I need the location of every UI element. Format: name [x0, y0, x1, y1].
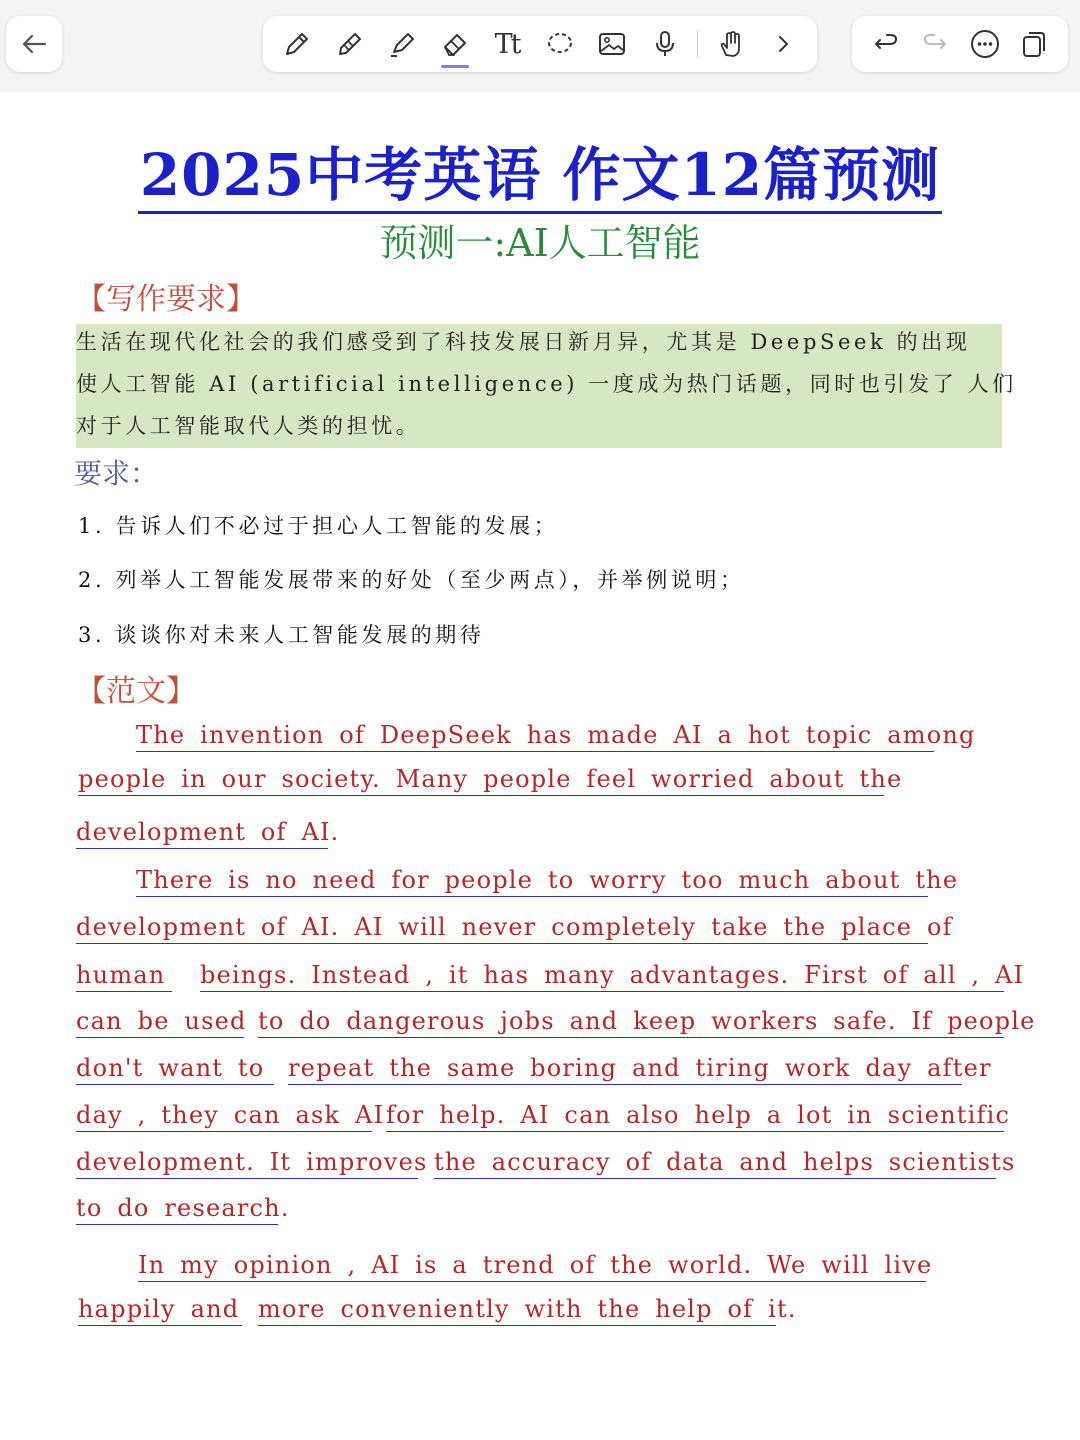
page-subtitle: 预测一:AI人工智能: [379, 221, 701, 265]
undo-icon: [870, 28, 902, 60]
drawing-tools: [263, 16, 817, 72]
toolbar: [0, 0, 1080, 92]
requirement-item: 3. 谈谈你对未来人工智能发展的期待: [78, 623, 485, 647]
highlighter-icon: [386, 28, 418, 60]
prompt-line: 对于人工智能取代人类的担忧。: [76, 414, 421, 438]
essay-line: don't want to: [76, 1053, 274, 1085]
essay-line: to do research.: [76, 1193, 278, 1225]
eraser-tool[interactable]: [435, 24, 475, 64]
essay-line: day , they can ask AI: [76, 1100, 372, 1132]
requirement-item: 2. 列举人工智能发展带来的好处（至少两点），并举例说明；: [78, 568, 745, 592]
arrow-left-icon: [19, 29, 49, 59]
text-tool[interactable]: [487, 24, 527, 64]
highlighter-tool[interactable]: [382, 24, 422, 64]
essay-line: In my opinion , AI is a trend of the world. We will live: [138, 1250, 926, 1282]
more-button[interactable]: [965, 24, 1005, 64]
essay-line: happily and: [78, 1294, 242, 1326]
hand-touch-icon: [715, 28, 747, 60]
essay-line: development of AI.: [76, 817, 328, 849]
pencil-icon: [334, 28, 366, 60]
essay-line: development. It improves: [76, 1147, 418, 1179]
essay-line: people in our society. Many people feel worried about the: [78, 764, 884, 796]
essay-line: repeat the same boring and tiring work day after: [288, 1053, 962, 1085]
image-tool[interactable]: [592, 24, 632, 64]
chevron-right-icon: [767, 28, 799, 60]
redo-button[interactable]: [915, 24, 955, 64]
page-title: 2025中考英语 作文12篇预测: [0, 128, 1080, 212]
action-tools: [852, 16, 1068, 72]
pen-tool[interactable]: [277, 24, 317, 64]
toolbar-separator: [697, 30, 698, 58]
essay-line: development of AI. AI will never completely take the place of: [76, 912, 928, 944]
essay-line: human: [76, 960, 172, 992]
more-tools-button[interactable]: [763, 24, 803, 64]
touch-tool[interactable]: [711, 24, 751, 64]
lasso-tool[interactable]: [540, 24, 580, 64]
redo-icon: [919, 28, 951, 60]
requirements-heading: 要求：: [74, 457, 159, 490]
text-tool-icon: Tt: [494, 28, 520, 60]
image-icon: [596, 28, 628, 60]
more-icon: [969, 28, 1001, 60]
essay-line: more conveniently with the help of it.: [258, 1294, 776, 1326]
essay-line: beings. Instead , it has many advantages. First of all , AI: [200, 960, 1004, 992]
eraser-icon: [439, 28, 471, 60]
model-essay-heading: 【范文】: [76, 674, 196, 709]
essay-line: The invention of DeepSeek has made AI a hot topic among: [136, 720, 934, 752]
requirement-item: 1. 告诉人们不必过于担心人工智能的发展；: [78, 514, 559, 538]
prompt-line: 生活在现代化社会的我们感受到了科技发展日新月异，尤其是 DeepSeek 的出现: [76, 330, 971, 354]
microphone-icon: [649, 28, 681, 60]
prompt-line: 使人工智能 AI (artificial intelligence) 一度成为热门话题，同时也引发了 人们: [76, 372, 1017, 396]
pencil-tool[interactable]: [330, 24, 370, 64]
writing-requirements-heading: 【写作要求】: [76, 282, 256, 317]
pages-icon: [1018, 28, 1050, 60]
pen-icon: [281, 28, 313, 60]
voice-tool[interactable]: [645, 24, 685, 64]
essay-line: for help. AI can also help a lot in scientific: [386, 1100, 1004, 1132]
document-page[interactable]: [0, 92, 1080, 1440]
essay-line: There is no need for people to worry too much about the: [136, 865, 928, 897]
essay-line: the accuracy of data and helps scientists: [434, 1147, 996, 1179]
undo-button[interactable]: [866, 24, 906, 64]
essay-line: to do dangerous jobs and keep workers safe. If people: [258, 1006, 1004, 1038]
pages-button[interactable]: [1014, 24, 1054, 64]
back-button[interactable]: [6, 16, 62, 72]
essay-line: can be used: [76, 1006, 244, 1038]
lasso-icon: [544, 28, 576, 60]
